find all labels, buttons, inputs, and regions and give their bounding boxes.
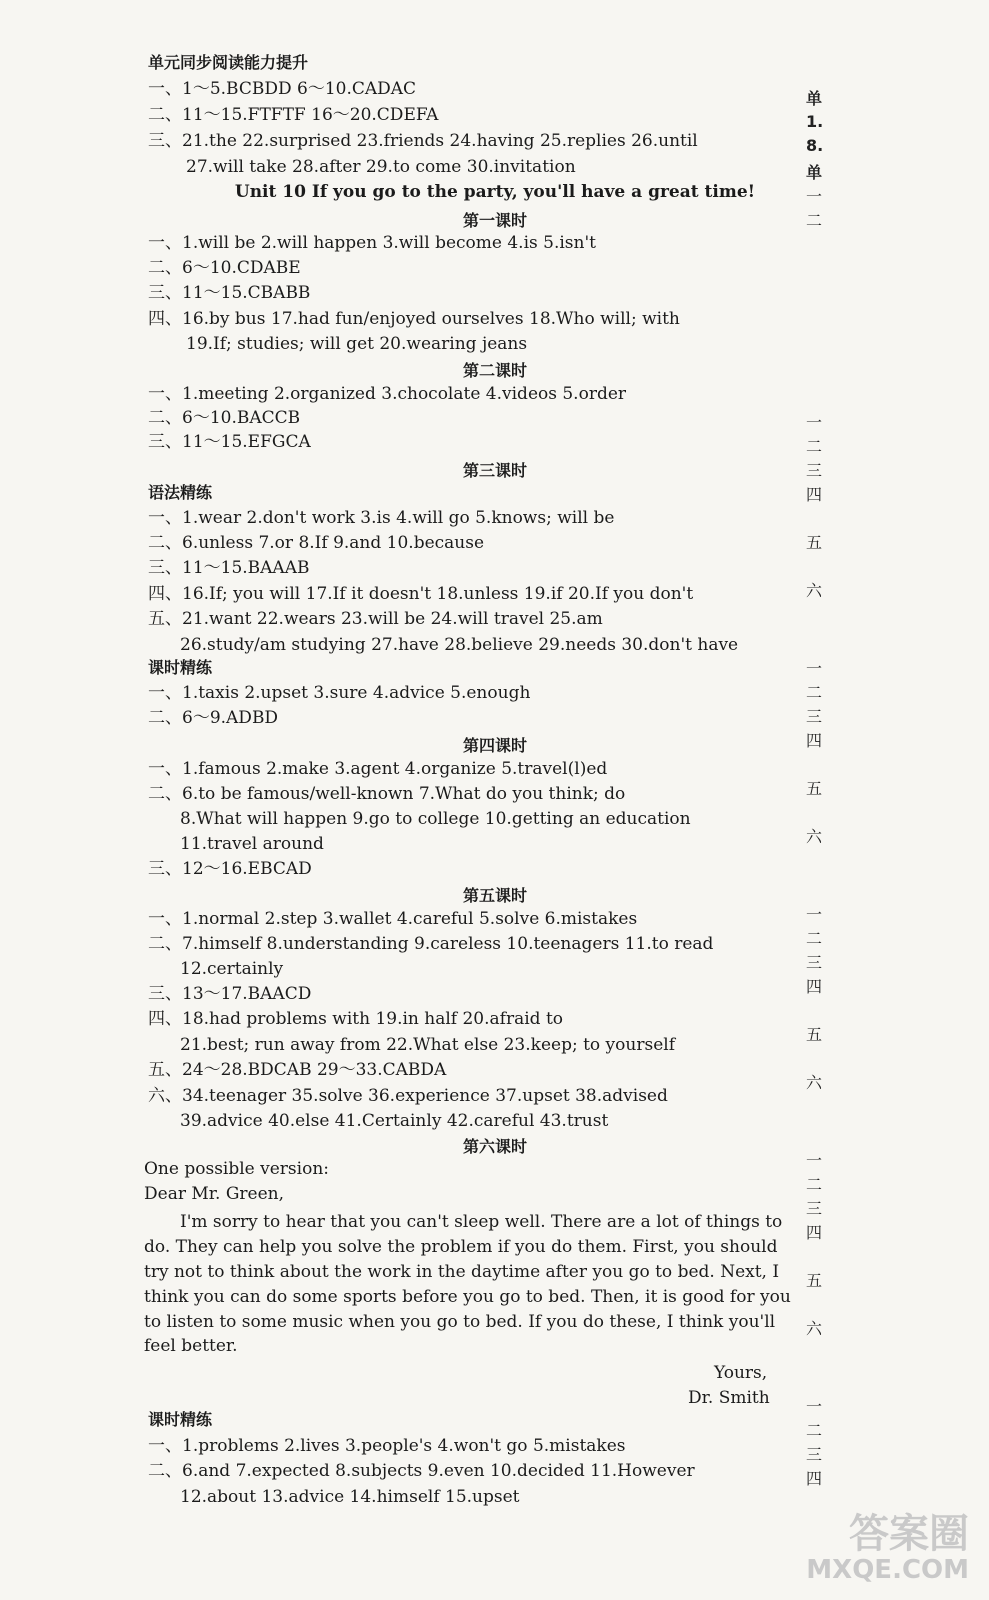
margin-text: 一 — [806, 413, 823, 432]
answer-line: 一、1.taxis 2.upset 3.sure 4.advice 5.enough — [148, 683, 531, 703]
answer-line: 12.about 13.advice 14.himself 15.upset — [180, 1487, 520, 1507]
answer-line: 三、13～17.BAACD — [148, 984, 312, 1004]
margin-text: 一 — [806, 1151, 823, 1170]
margin-text: 六 — [806, 581, 823, 600]
answer-line: 8.What will happen 9.go to college 10.getting an education — [180, 809, 691, 829]
margin-text: 三 — [806, 461, 823, 480]
margin-text: 二 — [806, 929, 823, 948]
answer-line: 六、34.teenager 35.solve 36.experience 37.upset 38.advised — [148, 1086, 668, 1106]
answer-line: 21.best; run away from 22.What else 23.keep; to yourself — [180, 1035, 675, 1055]
margin-text: 三 — [806, 1199, 823, 1218]
margin-text: 二 — [806, 1175, 823, 1194]
lesson-title: 第五课时 — [462, 886, 527, 905]
essay-line: I'm sorry to hear that you can't sleep well. There are a lot of things to — [180, 1212, 783, 1232]
margin-text: 一 — [806, 659, 823, 678]
essay-salutation: Dear Mr. Green, — [144, 1184, 285, 1204]
margin-text: 三 — [806, 1445, 823, 1464]
answer-line: 12.certainly — [180, 959, 284, 979]
answer-line: 四、16.by bus 17.had fun/enjoyed ourselves 18.Who will; with — [148, 309, 680, 329]
answer-line: 二、6.to be famous/well-known 7.What do you think; do — [148, 784, 626, 804]
margin-text: 一 — [806, 905, 823, 924]
essay-line: feel better. — [144, 1336, 238, 1356]
essay-intro: One possible version: — [144, 1159, 329, 1179]
answer-line: 二、11～15.FTFTF 16～20.CDEFA — [148, 105, 439, 125]
margin-text: 四 — [806, 1469, 823, 1488]
answer-line: 二、6～10.BACCB — [148, 408, 301, 428]
answer-line: 四、18.had problems with 19.in half 20.afraid to — [148, 1009, 564, 1029]
margin-text: 单 — [806, 163, 823, 182]
watermark-bottom: MXQE.COM — [806, 1555, 969, 1585]
subsection-heading: 课时精练 — [148, 1410, 213, 1429]
margin-text: 二 — [806, 211, 823, 230]
essay-line: do. They can help you solve the problem if you do them. First, you should — [144, 1237, 778, 1257]
essay-signature: Dr. Smith — [688, 1388, 770, 1408]
watermark-logo — [806, 1511, 969, 1588]
answer-line: 26.study/am studying 27.have 28.believe 29.needs 30.don't have — [180, 635, 739, 655]
margin-text: 四 — [806, 1223, 823, 1242]
margin-text: 1. — [806, 112, 824, 131]
margin-text: 五 — [806, 1271, 823, 1290]
lesson-title: 第六课时 — [462, 1137, 527, 1156]
margin-text: 二 — [806, 683, 823, 702]
margin-text: 8. — [806, 136, 824, 155]
answer-line: 一、1.normal 2.step 3.wallet 4.careful 5.solve 6.mistakes — [148, 909, 638, 929]
section-heading-reading: 单元同步阅读能力提升 — [148, 53, 309, 72]
margin-text: 一 — [806, 1397, 823, 1416]
answer-line: 一、1.wear 2.don't work 3.is 4.will go 5.knows; will be — [148, 508, 615, 528]
subsection-heading: 语法精练 — [148, 483, 213, 502]
answer-line: 三、11～15.BAAAB — [148, 558, 310, 578]
margin-text: 六 — [806, 1073, 823, 1092]
lesson-title: 第二课时 — [462, 361, 527, 380]
margin-text: 单 — [806, 89, 823, 108]
margin-text: 五 — [806, 779, 823, 798]
answer-line: 27.will take 28.after 29.to come 30.invitation — [186, 157, 576, 177]
answer-line: 三、11～15.EFGCA — [148, 432, 311, 452]
answer-line: 二、6.and 7.expected 8.subjects 9.even 10.decided 11.However — [148, 1461, 695, 1481]
essay-line: to listen to some music when you go to bed. If you do these, I think you'll — [144, 1312, 776, 1332]
margin-text: 五 — [806, 533, 823, 552]
answer-line: 一、1.problems 2.lives 3.people's 4.won't go 5.mistakes — [148, 1436, 626, 1456]
margin-text: 四 — [806, 977, 823, 996]
lesson-title: 第三课时 — [462, 461, 527, 480]
margin-text: 二 — [806, 437, 823, 456]
answer-line: 二、6～10.CDABE — [148, 258, 301, 278]
answer-line: 19.If; studies; will get 20.wearing jeans — [186, 334, 528, 354]
margin-text: 五 — [806, 1025, 823, 1044]
answer-line: 三、12～16.EBCAD — [148, 859, 312, 879]
answer-line: 五、21.want 22.wears 23.will be 24.will travel 25.am — [148, 609, 603, 629]
answer-line: 一、1～5.BCBDD 6～10.CADAC — [148, 79, 417, 99]
answer-line: 五、24～28.BDCAB 29～33.CABDA — [148, 1060, 447, 1080]
margin-text: 四 — [806, 485, 823, 504]
essay-line: try not to think about the work in the daytime after you go to bed. Next, I — [144, 1262, 780, 1282]
answer-line: 三、11～15.CBABB — [148, 283, 311, 303]
margin-text: 三 — [806, 953, 823, 972]
essay-closing: Yours, — [714, 1363, 768, 1383]
margin-text: 六 — [806, 1319, 823, 1338]
answer-line: 四、16.If; you will 17.If it doesn't 18.unless 19.if 20.If you don't — [148, 584, 694, 604]
margin-text: 四 — [806, 731, 823, 750]
essay-line: think you can do some sports before you go to bed. Then, it is good for you — [144, 1287, 791, 1307]
answer-line: 二、6.unless 7.or 8.If 9.and 10.because — [148, 533, 485, 553]
lesson-title: 第四课时 — [462, 736, 527, 755]
answer-line: 11.travel around — [180, 834, 324, 854]
margin-text: 三 — [806, 707, 823, 726]
answer-line: 一、1.will be 2.will happen 3.will become 4.is 5.isn't — [148, 233, 596, 253]
subsection-heading: 课时精练 — [148, 658, 213, 677]
margin-text: 六 — [806, 827, 823, 846]
answer-line: 一、1.meeting 2.organized 3.chocolate 4.videos 5.order — [148, 384, 627, 404]
answer-line: 三、21.the 22.surprised 23.friends 24.having 25.replies 26.until — [148, 131, 698, 151]
answer-line: 一、1.famous 2.make 3.agent 4.organize 5.travel(l)ed — [148, 759, 608, 779]
answer-line: 二、6～9.ADBD — [148, 708, 279, 728]
answer-line: 39.advice 40.else 41.Certainly 42.careful 43.trust — [180, 1111, 609, 1131]
lesson-title: 第一课时 — [462, 211, 527, 230]
unit-title: Unit 10 If you go to the party, you'll have a great time! — [234, 182, 756, 202]
margin-text: 二 — [806, 1421, 823, 1440]
watermark-top: 答案圈 — [849, 1511, 969, 1557]
answer-line: 二、7.himself 8.understanding 9.careless 10.teenagers 11.to read — [148, 934, 714, 954]
margin-text: 一 — [806, 187, 823, 206]
